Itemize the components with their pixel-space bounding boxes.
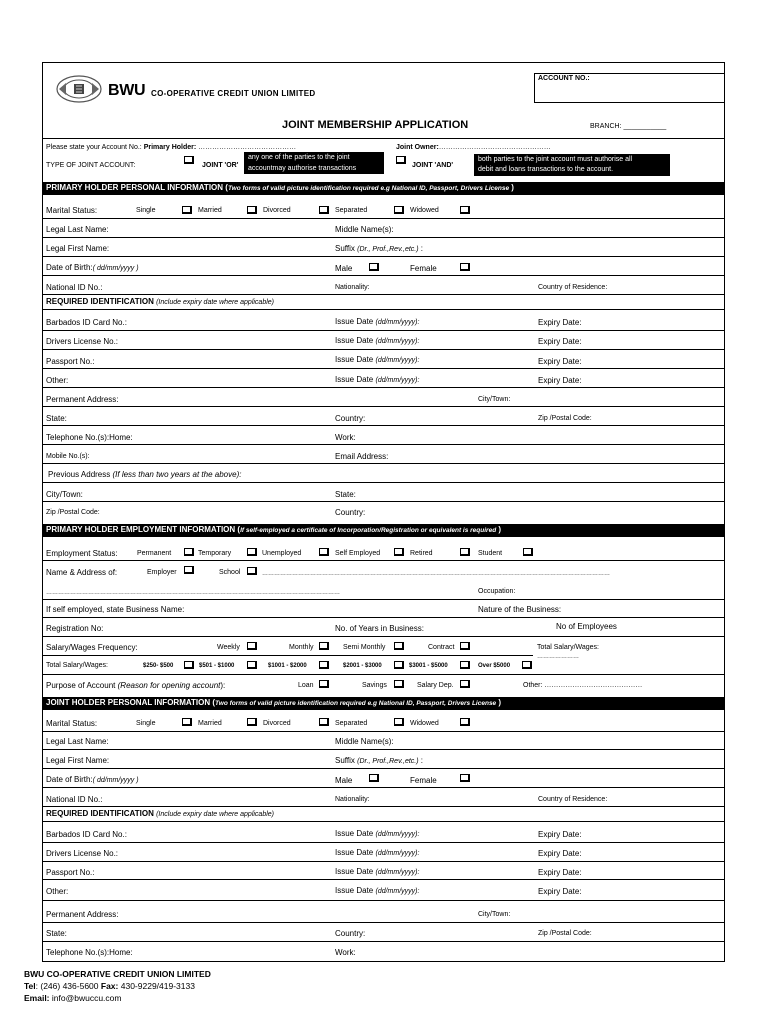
temporary-label: Temporary: [198, 550, 232, 557]
joint-issue-date-3[interactable]: Issue Date (dd/mm/yyyy):: [335, 867, 420, 876]
employment-status-label: Employment Status:: [46, 549, 118, 558]
monthly-label: Monthly: [289, 644, 314, 651]
email-address[interactable]: Email Address:: [335, 452, 389, 461]
middle-name[interactable]: Middle Name(s):: [335, 225, 394, 234]
range-3-label: $1001 - $2000: [268, 663, 307, 669]
suffix-field[interactable]: Suffix (Dr., Prof.,Rev.,etc.) :: [335, 244, 424, 253]
savings-label: Savings: [362, 682, 387, 689]
account-no-prompt: Please state your Account No.: Primary Holder: ……………………………………: [46, 144, 297, 151]
joint-barbados-id[interactable]: Barbados ID Card No.:: [46, 830, 127, 839]
joint-widowed-checkbox[interactable]: [460, 718, 470, 726]
contract-checkbox[interactable]: [460, 642, 470, 650]
footer-email: Email: info@bwuccu.com: [24, 993, 122, 1003]
zip-code[interactable]: Zip /Postal Code:: [538, 415, 592, 422]
joint-female-checkbox[interactable]: [460, 774, 470, 782]
nature-of-business[interactable]: Nature of the Business:: [478, 605, 562, 614]
required-id-label: REQUIRED IDENTIFICATION (Include expiry date where applicable): [46, 297, 274, 306]
permanent-address[interactable]: Permanent Address:: [46, 395, 119, 404]
range-3-checkbox[interactable]: [319, 661, 329, 669]
prev-country[interactable]: Country:: [335, 508, 366, 517]
issue-date-3[interactable]: Issue Date (dd/mm/yyyy):: [335, 355, 420, 364]
prev-zip[interactable]: Zip /Postal Code:: [46, 509, 100, 516]
total-salary-right-dots[interactable]: …………………: [537, 654, 579, 660]
semi-monthly-checkbox[interactable]: [394, 642, 404, 650]
purpose-label: Purpose of Account (Reason for opening account):: [46, 681, 226, 690]
address-dots-line[interactable]: …………………………………………………………………………………………………………………………………: [46, 590, 340, 596]
prev-city[interactable]: City/Town:: [46, 490, 83, 499]
salary-dep-checkbox[interactable]: [460, 680, 470, 688]
range-2-checkbox[interactable]: [247, 661, 257, 669]
issue-date-4[interactable]: Issue Date (dd/mm/yyyy):: [335, 375, 420, 384]
joint-zip-code[interactable]: Zip /Postal Code:: [538, 930, 592, 937]
joint-widowed-label: Widowed: [410, 720, 439, 727]
joint-divorced-label: Divorced: [263, 720, 291, 727]
name-address-label: Name & Address of:: [46, 568, 118, 577]
joint-dob[interactable]: Date of Birth:( dd/mm/yyyy ): [46, 775, 139, 784]
range-6-label: Over $5000: [478, 663, 511, 669]
joint-telephone-work[interactable]: Work:: [335, 948, 356, 957]
no-of-employees[interactable]: No of Employees: [556, 622, 617, 631]
joint-personal-heading: JOINT HOLDER PERSONAL INFORMATION (Two forms of valid picture identification required e.g National ID, Passport, Drivers License ): [43, 697, 724, 710]
contract-label: Contract: [428, 644, 455, 651]
joint-other-id[interactable]: Other:: [46, 887, 69, 896]
legal-first-name[interactable]: Legal First Name:: [46, 244, 110, 253]
joint-nationality[interactable]: Nationality:: [335, 796, 370, 803]
joint-drivers-license[interactable]: Drivers License No.:: [46, 849, 119, 858]
issue-date-1[interactable]: Issue Date (dd/mm/yyyy):: [335, 317, 420, 326]
separated-label: Separated: [335, 207, 368, 214]
range-5-checkbox[interactable]: [460, 661, 470, 669]
city-town[interactable]: City/Town:: [478, 396, 511, 403]
joint-and-desc-2: debit and loans transactions to the account.: [478, 166, 614, 173]
prev-state[interactable]: State:: [335, 490, 356, 499]
occupation[interactable]: Occupation:: [478, 588, 516, 595]
monthly-checkbox[interactable]: [319, 642, 329, 650]
marital-status-label: Marital Status:: [46, 206, 98, 215]
joint-passport[interactable]: Passport No.:: [46, 868, 95, 877]
retired-label: Retired: [410, 550, 433, 557]
self-employed-label: Self Employed: [335, 550, 381, 557]
joint-expiry-date-3[interactable]: Expiry Date:: [538, 868, 582, 877]
mobile[interactable]: Mobile No.(s):: [46, 453, 90, 460]
bwu-logo-icon: [54, 74, 104, 104]
range-1-label: $250- $500: [143, 663, 174, 669]
joint-middle-name[interactable]: Middle Name(s):: [335, 737, 394, 746]
frequency-label: Salary/Wages Frequency:: [46, 643, 138, 652]
range-2-label: $501 - $1000: [199, 663, 235, 669]
business-name[interactable]: If self employed, state Business Name:: [46, 605, 185, 614]
separated-checkbox[interactable]: [394, 206, 404, 214]
legal-last-name[interactable]: Legal Last Name:: [46, 225, 109, 234]
permanent-checkbox[interactable]: [184, 548, 194, 556]
other-purpose[interactable]: Other: ……………………………………: [523, 682, 643, 689]
joint-issue-date-1[interactable]: Issue Date (dd/mm/yyyy):: [335, 829, 420, 838]
single-label: Single: [136, 207, 156, 214]
state[interactable]: State:: [46, 414, 67, 423]
footer-contact: Tel: (246) 436-5600 Fax: 430-9229/419-3133: [24, 981, 195, 991]
telephone-home[interactable]: Telephone No.(s):Home:: [46, 433, 133, 442]
joint-expiry-date-1[interactable]: Expiry Date:: [538, 830, 582, 839]
unemployed-checkbox[interactable]: [319, 548, 329, 556]
single-checkbox[interactable]: [182, 206, 192, 214]
passport[interactable]: Passport No.:: [46, 357, 95, 366]
employer-checkbox[interactable]: [184, 566, 194, 574]
footer-org: BWU CO-OPERATIVE CREDIT UNION LIMITED: [24, 969, 211, 979]
student-label: Student: [478, 550, 503, 557]
range-4-checkbox[interactable]: [394, 661, 404, 669]
weekly-checkbox[interactable]: [247, 642, 257, 650]
joint-separated-label: Separated: [335, 720, 368, 727]
range-6-checkbox[interactable]: [522, 661, 532, 669]
joint-expiry-date-2[interactable]: Expiry Date:: [538, 849, 582, 858]
joint-country[interactable]: Country:: [335, 929, 366, 938]
savings-checkbox[interactable]: [394, 680, 404, 688]
form-frame: [42, 62, 725, 962]
range-4-label: $2001 - $3000: [343, 663, 382, 669]
joint-state[interactable]: State:: [46, 929, 67, 938]
joint-telephone-home[interactable]: Telephone No.(s):Home:: [46, 948, 133, 957]
joint-legal-first-name[interactable]: Legal First Name:: [46, 756, 110, 765]
female-label: Female: [410, 264, 437, 273]
country-residence[interactable]: Country of Residence:: [538, 284, 608, 291]
employment-heading: PRIMARY HOLDER EMPLOYMENT INFORMATION (If self-employed a certificate of Incorporation/Registration or equivalent is required ): [43, 524, 724, 537]
national-id[interactable]: National ID No.:: [46, 283, 103, 292]
page-title: JOINT MEMBERSHIP APPLICATION: [282, 119, 469, 131]
school-checkbox[interactable]: [247, 567, 257, 575]
widowed-label: Widowed: [410, 207, 439, 214]
previous-address[interactable]: Previous Address (If less than two years at the above):: [48, 470, 242, 479]
school-label: School: [219, 569, 241, 576]
joint-single-checkbox[interactable]: [182, 718, 192, 726]
total-salary-right-label: Total Salary/Wages:: [537, 644, 599, 651]
self-employed-checkbox[interactable]: [394, 548, 404, 556]
joint-legal-last-name[interactable]: Legal Last Name:: [46, 737, 109, 746]
joint-and-checkbox[interactable]: [396, 156, 406, 164]
retired-checkbox[interactable]: [460, 548, 470, 556]
semi-monthly-label: Semi Monthly: [343, 644, 386, 651]
loan-checkbox[interactable]: [319, 680, 329, 688]
joint-or-checkbox[interactable]: [184, 156, 194, 164]
joint-or-desc-2: accountmay authorise transactions: [248, 165, 357, 172]
branch-label[interactable]: BRANCH: ___________: [590, 123, 667, 130]
drivers-license[interactable]: Drivers License No.:: [46, 337, 119, 346]
joint-suffix[interactable]: Suffix (Dr., Prof.,Rev.,etc.) :: [335, 756, 424, 765]
joint-and-label: JOINT 'AND': [412, 162, 454, 169]
barbados-id[interactable]: Barbados ID Card No.:: [46, 318, 127, 327]
joint-marital-status-label: Marital Status:: [46, 719, 98, 728]
range-1-checkbox[interactable]: [184, 661, 194, 669]
total-salary-label: Total Salary/Wages:: [46, 662, 108, 669]
female-checkbox[interactable]: [460, 263, 470, 271]
expiry-date-2[interactable]: Expiry Date:: [538, 337, 582, 346]
student-checkbox[interactable]: [523, 548, 533, 556]
expiry-date-4[interactable]: Expiry Date:: [538, 376, 582, 385]
account-no-label: ACCOUNT NO.:: [538, 75, 590, 82]
joint-divorced-checkbox[interactable]: [319, 718, 329, 726]
years-in-business[interactable]: No. of Years in Business:: [335, 624, 424, 633]
logo-text-strong: BWU: [108, 82, 146, 99]
joint-country-residence[interactable]: Country of Residence:: [538, 796, 608, 803]
married-checkbox[interactable]: [247, 206, 257, 214]
type-label: TYPE OF JOINT ACCOUNT:: [46, 162, 136, 169]
loan-label: Loan: [298, 682, 314, 689]
permanent-label: Permanent: [137, 550, 172, 557]
joint-or-label: JOINT 'OR': [202, 162, 239, 169]
unemployed-label: Unemployed: [262, 550, 302, 557]
employer-label: Employer: [147, 569, 177, 576]
joint-owner-field[interactable]: Joint Owner:…………………………………………: [396, 144, 551, 151]
dob-field[interactable]: Date of Birth:( dd/mm/yyyy ): [46, 263, 139, 272]
other-id[interactable]: Other:: [46, 376, 69, 385]
joint-issue-date-2[interactable]: Issue Date (dd/mm/yyyy):: [335, 848, 420, 857]
weekly-label: Weekly: [217, 644, 240, 651]
expiry-date-1[interactable]: Expiry Date:: [538, 318, 582, 327]
nationality[interactable]: Nationality:: [335, 284, 370, 291]
joint-married-checkbox[interactable]: [247, 718, 257, 726]
joint-city-town[interactable]: City/Town:: [478, 911, 511, 918]
country[interactable]: Country:: [335, 414, 366, 423]
employer-address-dots[interactable]: …………………………………………………………………………………………………………………………………………………………: [262, 571, 610, 577]
divorced-checkbox[interactable]: [319, 206, 329, 214]
expiry-date-3[interactable]: Expiry Date:: [538, 357, 582, 366]
joint-male-checkbox[interactable]: [369, 774, 379, 782]
logo-text: CO-OPERATIVE CREDIT UNION LIMITED: [151, 89, 316, 98]
joint-male-label: Male: [335, 776, 353, 785]
male-checkbox[interactable]: [369, 263, 379, 271]
joint-separated-checkbox[interactable]: [394, 718, 404, 726]
joint-required-id-label: REQUIRED IDENTIFICATION (Include expiry date where applicable): [46, 809, 274, 818]
male-label: Male: [335, 264, 353, 273]
joint-and-desc-1: both parties to the joint account must authorise all: [478, 156, 633, 163]
joint-permanent-address[interactable]: Permanent Address:: [46, 910, 119, 919]
joint-issue-date-4[interactable]: Issue Date (dd/mm/yyyy):: [335, 886, 420, 895]
temporary-checkbox[interactable]: [247, 548, 257, 556]
joint-female-label: Female: [410, 776, 437, 785]
married-label: Married: [198, 207, 222, 214]
primary-personal-heading: PRIMARY HOLDER PERSONAL INFORMATION (Two forms of valid picture identification required e.g National ID, Passport, Drivers License ): [43, 182, 724, 195]
divorced-label: Divorced: [263, 207, 291, 214]
telephone-work[interactable]: Work:: [335, 433, 356, 442]
widowed-checkbox[interactable]: [460, 206, 470, 214]
range-5-label: $3001 - $5000: [409, 663, 448, 669]
registration-no[interactable]: Registration No:: [46, 624, 104, 633]
joint-expiry-date-4[interactable]: Expiry Date:: [538, 887, 582, 896]
issue-date-2[interactable]: Issue Date (dd/mm/yyyy):: [335, 336, 420, 345]
salary-dep-label: Salary Dep.: [417, 682, 454, 689]
joint-national-id[interactable]: National ID No.:: [46, 795, 103, 804]
joint-or-desc-1: any one of the parties to the joint: [248, 154, 350, 161]
joint-married-label: Married: [198, 720, 222, 727]
joint-single-label: Single: [136, 720, 156, 727]
